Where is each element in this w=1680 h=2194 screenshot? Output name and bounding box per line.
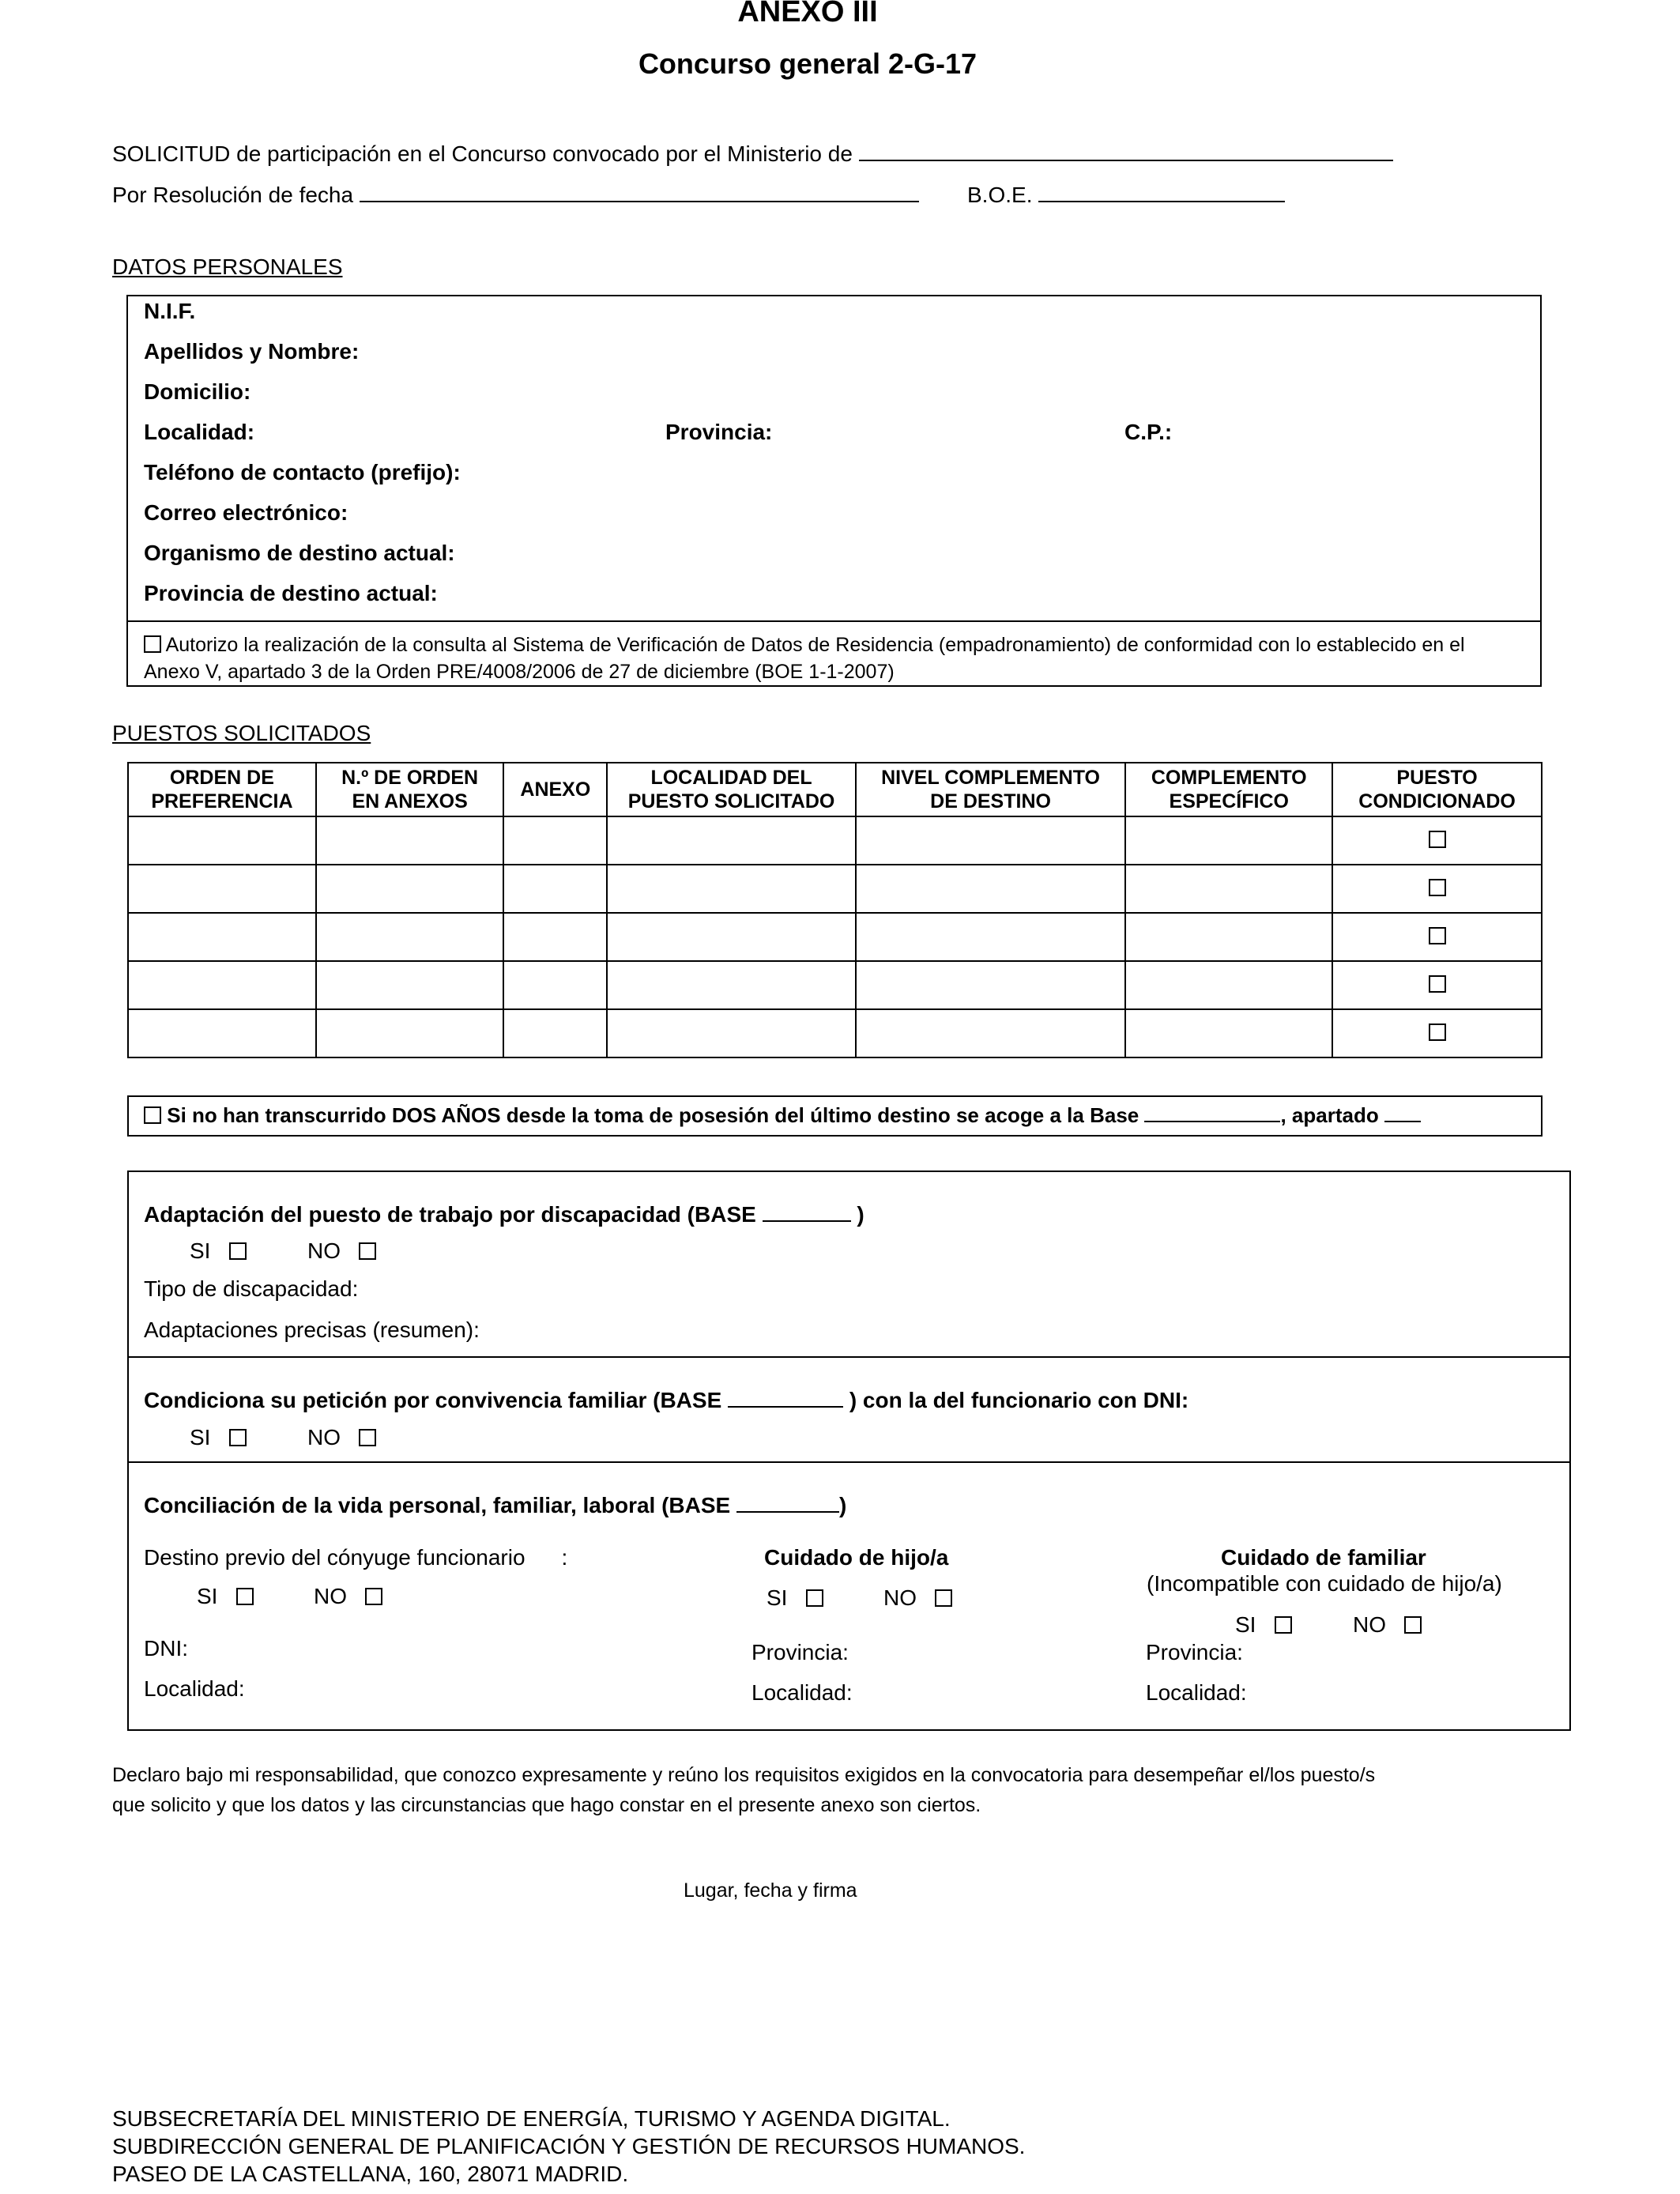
table-cell[interactable] [1125, 1009, 1332, 1057]
conyuge-localidad-label: Localidad: [144, 1676, 245, 1701]
autorizo-line2: Anexo V, apartado 3 de la Orden PRE/4008/2006 de 27 de diciembre (BOE 1-1-2007) [144, 661, 895, 683]
adaptacion-title-line: Adaptación del puesto de trabajo por discapacidad (BASE ) [144, 1200, 864, 1227]
domicilio-label: Domicilio: [144, 379, 251, 404]
puesto-condicionado-cell [1332, 865, 1542, 913]
conyuge-title: Destino previo del cónyuge funcionario : [144, 1545, 568, 1570]
table-cell[interactable] [607, 816, 856, 865]
boe-label: B.O.E. [967, 183, 1033, 207]
hijo-title: Cuidado de hijo/a [764, 1545, 949, 1570]
col-complemento-especifico: COMPLEMENTO ESPECÍFICO [1125, 763, 1332, 816]
table-row [128, 913, 1542, 961]
familiar-no-checkbox[interactable] [1404, 1616, 1422, 1634]
solicitud-label: SOLICITUD de participación en el Concurso convocado por el Ministerio de [112, 141, 853, 166]
provincia-label: Provincia: [665, 420, 773, 444]
table-cell[interactable] [1125, 913, 1332, 961]
familiar-subtitle: (Incompatible con cuidado de hijo/a) [1147, 1571, 1502, 1596]
ministerio-field[interactable] [859, 139, 1393, 161]
dos-anos-text: Si no han transcurrido DOS AÑOS desde la toma de posesión del último destino se acoge a la Base [167, 1103, 1139, 1127]
annex-title: ANEXO III [737, 0, 878, 28]
tipo-discapacidad-label: Tipo de discapacidad: [144, 1276, 359, 1301]
table-cell[interactable] [503, 961, 607, 1009]
familiar-title: Cuidado de familiar [1221, 1545, 1426, 1570]
table-cell[interactable] [128, 816, 316, 865]
apellidos-label: Apellidos y Nombre: [144, 339, 360, 364]
hijo-si: SI [767, 1585, 823, 1611]
convivencia-no: NO [307, 1425, 376, 1450]
table-cell[interactable] [316, 961, 504, 1009]
table-cell[interactable] [607, 865, 856, 913]
adaptaciones-label: Adaptaciones precisas (resumen): [144, 1318, 480, 1342]
telefono-label: Teléfono de contacto (prefijo): [144, 460, 461, 484]
conyuge-si-checkbox[interactable] [236, 1588, 254, 1605]
cp-label: C.P.: [1124, 420, 1173, 444]
adaptacion-base-field[interactable] [763, 1200, 851, 1222]
table-row [128, 961, 1542, 1009]
adaptacion-si-checkbox[interactable] [229, 1242, 247, 1260]
puestos-heading: PUESTOS SOLICITADOS [112, 721, 371, 745]
organismo-label: Organismo de destino actual: [144, 541, 455, 565]
solicitud-line [112, 139, 1393, 167]
puesto-condicionado-cell [1332, 961, 1542, 1009]
table-cell[interactable] [856, 961, 1126, 1009]
table-row [128, 865, 1542, 913]
table-row [128, 816, 1542, 865]
table-cell[interactable] [503, 816, 607, 865]
adaptacion-title: Adaptación del puesto de trabajo por discapacidad (BASE [144, 1202, 756, 1227]
table-cell[interactable] [128, 865, 316, 913]
col-numero-orden: N.º DE ORDEN EN ANEXOS [316, 763, 504, 816]
localidad-label: Localidad: [144, 420, 255, 444]
hijo-localidad-label: Localidad: [751, 1680, 853, 1705]
familiar-provincia-label: Provincia: [1146, 1640, 1243, 1664]
puesto-condicionado-checkbox[interactable] [1429, 1023, 1446, 1041]
familiar-si-checkbox[interactable] [1275, 1616, 1292, 1634]
table-cell[interactable] [316, 816, 504, 865]
familiar-localidad-label: Localidad: [1146, 1680, 1247, 1705]
convivencia-base-field[interactable] [728, 1385, 843, 1408]
correo-label: Correo electrónico: [144, 500, 348, 525]
table-cell[interactable] [316, 1009, 504, 1057]
puesto-condicionado-checkbox[interactable] [1429, 927, 1446, 944]
table-cell[interactable] [128, 961, 316, 1009]
conyuge-si: SI [197, 1584, 254, 1609]
table-cell[interactable] [128, 1009, 316, 1057]
base-field[interactable] [1144, 1103, 1280, 1122]
table-cell[interactable] [316, 865, 504, 913]
apartado-field[interactable] [1384, 1103, 1421, 1122]
col-puesto-condicionado: PUESTO CONDICIONADO [1332, 763, 1542, 816]
col-anexo: ANEXO [503, 763, 607, 816]
table-row [128, 1009, 1542, 1057]
table-cell[interactable] [503, 913, 607, 961]
table-cell[interactable] [856, 1009, 1126, 1057]
familiar-no: NO [1353, 1612, 1422, 1638]
lugar-fecha-firma: Lugar, fecha y firma [684, 1879, 857, 1902]
conyuge-no: NO [314, 1584, 382, 1609]
nif-label: N.I.F. [144, 299, 196, 323]
hijo-no: NO [883, 1585, 952, 1611]
dos-anos-checkbox[interactable] [144, 1106, 161, 1124]
col-orden-preferencia: ORDEN DE PREFERENCIA [128, 763, 316, 816]
table-cell[interactable] [856, 816, 1126, 865]
col-nivel-complemento: NIVEL COMPLEMENTO DE DESTINO [856, 763, 1126, 816]
convivencia-no-checkbox[interactable] [359, 1429, 376, 1446]
table-cell[interactable] [607, 913, 856, 961]
table-cell[interactable] [1125, 816, 1332, 865]
provincia-destino-label: Provincia de destino actual: [144, 581, 438, 605]
contest-title: Concurso general 2-G-17 [638, 47, 977, 80]
puestos-header-row [128, 763, 1542, 816]
hijo-provincia-label: Provincia: [751, 1640, 849, 1664]
convivencia-rest: ) con la del funcionario con DNI: [849, 1388, 1189, 1412]
convivencia-si-checkbox[interactable] [229, 1429, 247, 1446]
convivencia-title: Condiciona su petición por convivencia familiar (BASE [144, 1388, 722, 1412]
conciliacion-base-field[interactable] [736, 1491, 839, 1513]
table-cell[interactable] [503, 1009, 607, 1057]
hijo-no-checkbox[interactable] [935, 1589, 952, 1607]
boe-line [967, 180, 1285, 208]
puestos-table [127, 762, 1543, 1058]
col-localidad-puesto: LOCALIDAD DEL PUESTO SOLICITADO [607, 763, 856, 816]
declaracion-line1: Declaro bajo mi responsabilidad, que conozco expresamente y reúno los requisitos exigidos en la convocatoria para desempeñar el/los puesto/s [112, 1764, 1376, 1786]
declaracion-line2: que solicito y que los datos y las circunstancias que hago constar en el presente anexo son ciertos. [112, 1794, 981, 1816]
puesto-condicionado-cell [1332, 816, 1542, 865]
table-cell[interactable] [856, 865, 1126, 913]
table-cell[interactable] [856, 913, 1126, 961]
convivencia-si: SI [190, 1425, 247, 1450]
conciliacion-title: Conciliación de la vida personal, familiar, laboral (BASE [144, 1493, 731, 1517]
boe-field[interactable] [1038, 180, 1285, 202]
table-cell[interactable] [1125, 961, 1332, 1009]
fecha-resolucion-field[interactable] [360, 180, 919, 202]
conciliacion-title-line: Conciliación de la vida personal, familiar, laboral (BASE ) [144, 1491, 846, 1518]
puesto-condicionado-checkbox[interactable] [1429, 831, 1446, 848]
puesto-condicionado-checkbox[interactable] [1429, 975, 1446, 993]
autorizo-line1 [144, 634, 1465, 657]
resolucion-line [112, 180, 919, 208]
table-cell[interactable] [1125, 865, 1332, 913]
adaptacion-si: SI [190, 1238, 247, 1264]
table-cell[interactable] [503, 865, 607, 913]
puesto-condicionado-checkbox[interactable] [1429, 879, 1446, 896]
circunstancias-divider-2 [127, 1461, 1571, 1463]
puesto-condicionado-cell [1332, 913, 1542, 961]
dos-anos-line [144, 1103, 1421, 1128]
adaptacion-no-checkbox[interactable] [359, 1242, 376, 1260]
conyuge-no-checkbox[interactable] [365, 1588, 382, 1605]
puesto-condicionado-cell [1332, 1009, 1542, 1057]
familiar-si: SI [1235, 1612, 1292, 1638]
resolucion-label: Por Resolución de fecha [112, 183, 354, 207]
datos-personales-divider [126, 620, 1542, 622]
table-cell[interactable] [128, 913, 316, 961]
hijo-si-checkbox[interactable] [806, 1589, 823, 1607]
table-cell[interactable] [607, 1009, 856, 1057]
autorizo-checkbox[interactable] [144, 635, 161, 653]
circunstancias-divider-1 [127, 1356, 1571, 1358]
adaptacion-no: NO [307, 1238, 376, 1264]
table-cell[interactable] [316, 913, 504, 961]
apartado-label: , apartado [1280, 1103, 1379, 1127]
footer-line2: SUBDIRECCIÓN GENERAL DE PLANIFICACIÓN Y GESTIÓN DE RECURSOS HUMANOS. [112, 2134, 1026, 2158]
table-cell[interactable] [607, 961, 856, 1009]
footer-line3: PASEO DE LA CASTELLANA, 160, 28071 MADRID. [112, 2162, 629, 2186]
autorizo-text: Autorizo la realización de la consulta al Sistema de Verificación de Datos de Residencia (empadronamiento) de conformidad con lo establecido en el [165, 634, 1465, 656]
footer-line1: SUBSECRETARÍA DEL MINISTERIO DE ENERGÍA, TURISMO Y AGENDA DIGITAL. [112, 2106, 951, 2131]
datos-personales-heading: DATOS PERSONALES [112, 254, 343, 279]
conyuge-dni-label: DNI: [144, 1636, 188, 1661]
convivencia-title-line [144, 1385, 1188, 1413]
